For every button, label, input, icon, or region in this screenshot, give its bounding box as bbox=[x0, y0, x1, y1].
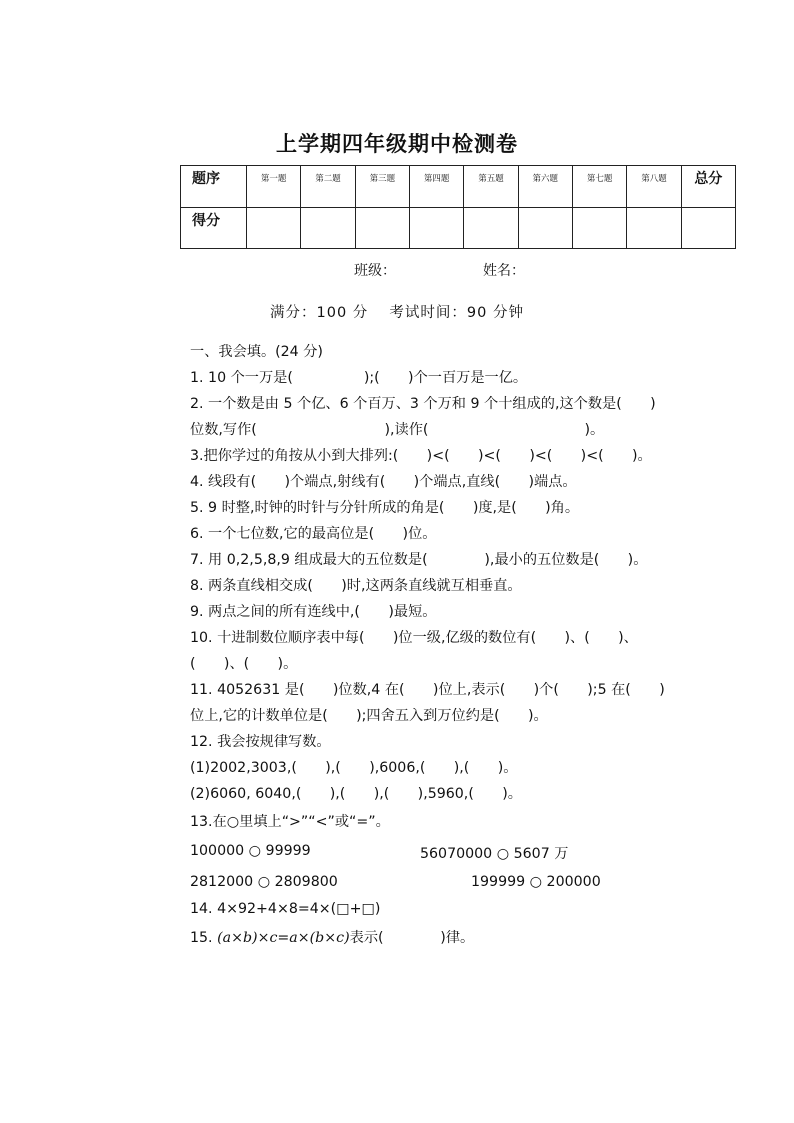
question-10: 10. 十进制数位顺序表中每( )位一级,亿级的数位有( )、( )、 bbox=[190, 630, 638, 646]
name-label: 姓名： bbox=[483, 263, 525, 279]
question-8: 8. 两条直线相交成( )时,这两条直线就互相垂直。 bbox=[190, 578, 522, 594]
score-cell[interactable] bbox=[518, 207, 572, 249]
question-14: 14. 4×92+4×8=4×(□+□) bbox=[190, 901, 381, 917]
associative-law-formula: (a×b)×c=a×(b×c) bbox=[217, 930, 350, 946]
question-7: 7. 用 0,2,5,8,9 组成最大的五位数是( ),最小的五位数是( )。 bbox=[190, 552, 648, 568]
score-cell[interactable] bbox=[572, 207, 626, 249]
score-cell[interactable] bbox=[627, 207, 681, 249]
total-score-cell[interactable] bbox=[681, 207, 735, 249]
comparison-a: 100000 ○ 99999 bbox=[190, 843, 311, 859]
question-9: 9. 两点之间的所有连线中,( )最短。 bbox=[190, 604, 437, 620]
score-table-row-label: 题序 bbox=[181, 166, 247, 208]
question-2-continued: 位数,写作( ),读作( )。 bbox=[190, 422, 605, 438]
question-4: 4. 线段有( )个端点,射线有( )个端点,直线( )端点。 bbox=[190, 474, 577, 490]
question-11: 11. 4052631 是( )位数,4 在( )位上,表示( )个( );5 在( ) bbox=[190, 682, 665, 698]
score-table-column-header: 第五题 bbox=[464, 166, 518, 208]
score-table-column-header: 第四题 bbox=[409, 166, 463, 208]
page-title: 上学期四年级期中检测卷 bbox=[276, 132, 518, 156]
score-table-row-label: 得分 bbox=[181, 207, 247, 249]
question-1: 1. 10 个一万是( );( )个一百万是一亿。 bbox=[190, 370, 528, 386]
score-cell[interactable] bbox=[301, 207, 355, 249]
score-table-column-header: 第六题 bbox=[518, 166, 572, 208]
score-table bbox=[180, 165, 736, 249]
score-table-score-row bbox=[181, 207, 736, 249]
question-15 bbox=[190, 927, 474, 947]
exam-meta: 满分：100 分 考试时间：90 分钟 bbox=[270, 305, 524, 321]
question-12: 12. 我会按规律写数。 bbox=[190, 734, 331, 750]
question-2: 2. 一个数是由 5 个亿、6 个百万、3 个万和 9 个十组成的,这个数是( ) bbox=[190, 396, 656, 412]
score-table-column-header: 第八题 bbox=[627, 166, 681, 208]
score-table-column-header: 第二题 bbox=[301, 166, 355, 208]
question-3: 3.把你学过的角按从小到大排列:( )<( )<( )<( )<( )。 bbox=[190, 448, 652, 464]
comparison-b: 56070000 ○ 5607 万 bbox=[420, 846, 569, 862]
score-table-header-row bbox=[181, 166, 736, 208]
question-12-part-1: (1)2002,3003,( ),( ),6006,( ),( )。 bbox=[190, 760, 518, 776]
question-10-continued: ( )、( )。 bbox=[190, 656, 298, 672]
score-cell[interactable] bbox=[409, 207, 463, 249]
score-table-column-header: 第一题 bbox=[247, 166, 301, 208]
question-15-number: 15. bbox=[190, 930, 218, 946]
comparison-d: 199999 ○ 200000 bbox=[471, 874, 601, 890]
score-cell[interactable] bbox=[355, 207, 409, 249]
score-cell[interactable] bbox=[464, 207, 518, 249]
score-table-column-header: 第三题 bbox=[355, 166, 409, 208]
question-13: 13.在○里填上“>”“<”或“=”。 bbox=[190, 814, 390, 830]
question-5: 5. 9 时整,时钟的时针与分针所成的角是( )度,是( )角。 bbox=[190, 500, 580, 516]
question-12-part-2: (2)6060, 6040,( ),( ),( ),5960,( )。 bbox=[190, 786, 522, 802]
question-6: 6. 一个七位数,它的最高位是( )位。 bbox=[190, 526, 437, 542]
score-table-total-header: 总分 bbox=[681, 166, 735, 208]
section-heading: 一、我会填。(24 分) bbox=[190, 344, 323, 360]
class-label: 班级： bbox=[354, 263, 396, 279]
question-11-continued: 位上,它的计数单位是( );四舍五入到万位约是( )。 bbox=[190, 708, 548, 724]
score-table-column-header: 第七题 bbox=[572, 166, 626, 208]
score-cell[interactable] bbox=[247, 207, 301, 249]
question-15-text: 表示( )律。 bbox=[349, 930, 475, 946]
comparison-c: 2812000 ○ 2809800 bbox=[190, 874, 338, 890]
